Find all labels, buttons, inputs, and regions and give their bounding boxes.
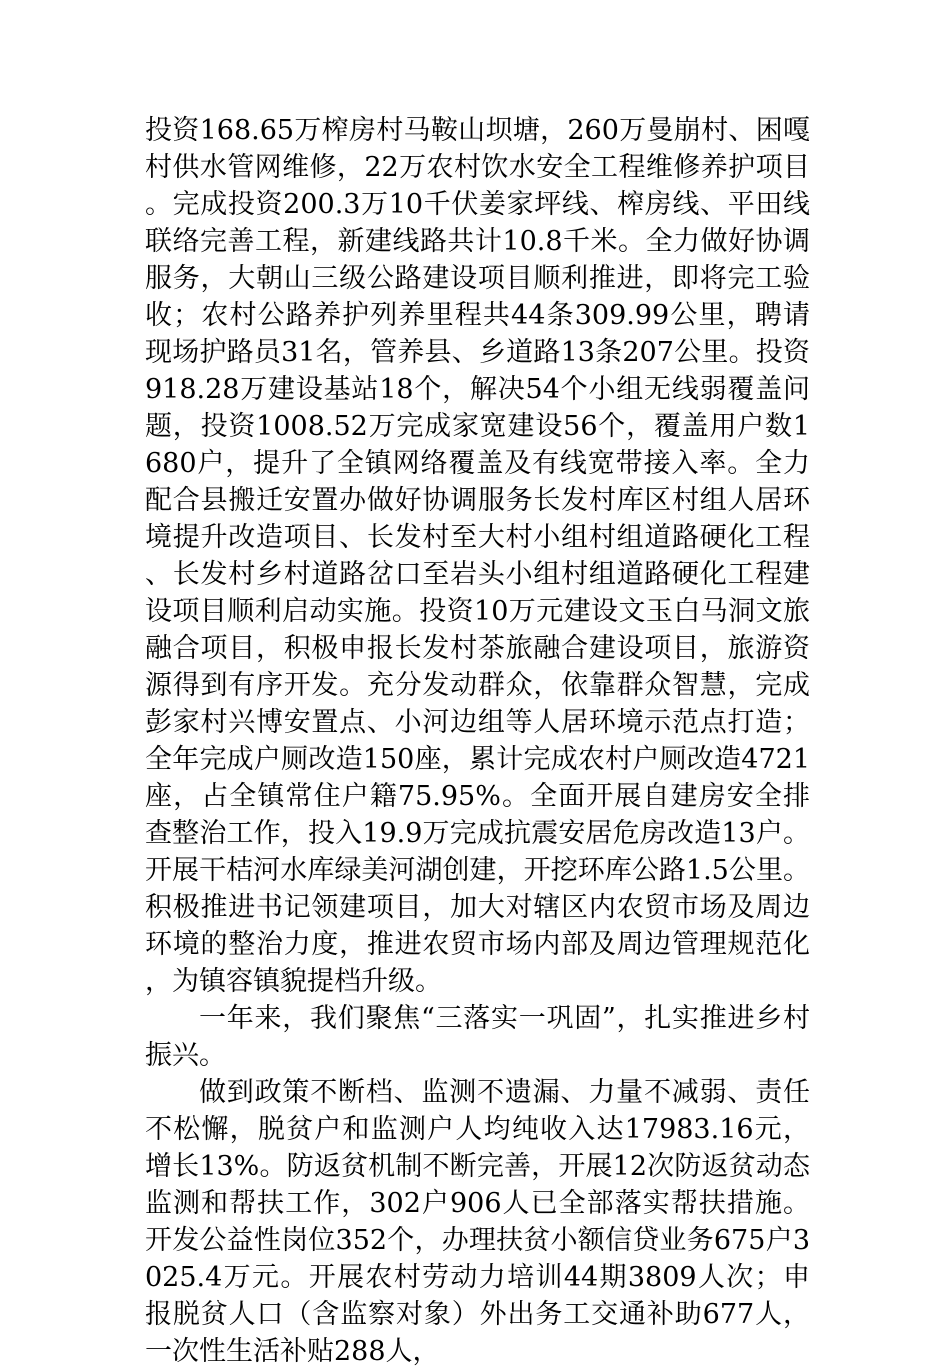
paragraph-infrastructure-investment: 投资168.65万榨房村马鞍山坝塘，260万曼崩村、困嘎村供水管网维修，22万农村饮水安全工程维修养护项目。完成投资200.3万10千伏姜家坪线、榨房线、平田线联络完善工程，新建线路共计10.8千米。全力做好协调服务，大朝山三级公路建设项目顺利推进，即将完工验收；农村公路养护列养里程共44条309.99公里，聘请现场护路员31名，管养县、乡道路13条207公里。投资918.28万建设基站18个，解决54个小组无线弱覆盖问题，投资1008.52万完成家宽建设56个，覆盖用户数1680户，提升了全镇网络覆盖及有线宽带接入率。全力配合县搬迁安置办做好协调服务长发村库区村组人居环境提升改造项目、长发村至大村小组村组道路硬化工程、长发村乡村道路岔口至岩头小组村组道路硬化工程建设项目顺利启动实施。投资10万元建设文玉白马洞文旅融合项目，积极申报长发村茶旅融合建设项目，旅游资源得到有序开发。充分发动群众，依靠群众智慧，完成彭家村兴博安置点、小河边组等人居环境示范点打造；全年完成户厕改造150座，累计完成农村户厕改造4721座，占全镇常住户籍75.95%。全面开展自建房安全排查整治工作，投入19.9万完成抗震安居危房改造13户。开展干桔河水库绿美河湖创建，开挖环库公路1.5公里。积极推进书记领建项目，加大对辖区内农贸市场及周边环境的整治力度，推进农贸市场内部及周边管理规范化，为镇容镇貌提档升级。 — [145, 115, 810, 997]
paragraph-rural-revitalization-summary: 一年来，我们聚焦“三落实一巩固”，扎实推进乡村振兴。 — [145, 1003, 810, 1071]
document-body — [145, 112, 810, 1370]
paragraph-poverty-monitoring: 做到政策不断档、监测不遗漏、力量不减弱、责任不松懈，脱贫户和监测户人均纯收入达17983.16元，增长13%。防返贫机制不断完善，开展12次防返贫动态监测和帮扶工作，302户906人已全部落实帮扶措施。开发公益性岗位352个，办理扶贫小额信贷业务675户3025.4万元。开展农村劳动力培训44期3809人次；申报脱贫人口（含监察对象）外出务工交通补助677人，一次性生活补贴288人， — [145, 1077, 810, 1367]
